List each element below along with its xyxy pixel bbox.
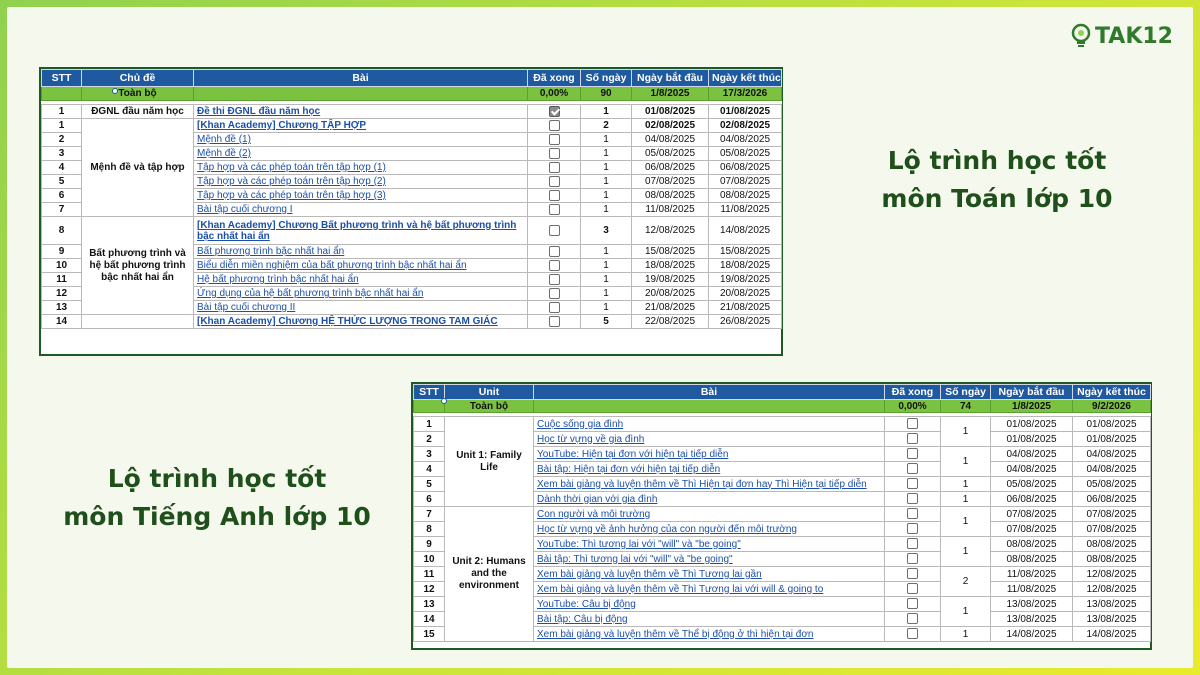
days-cell: 2 (941, 567, 991, 597)
total-days: 74 (941, 400, 991, 413)
days-cell: 5 (581, 315, 632, 329)
lesson-link[interactable]: [Khan Academy] Chương Bất phương trình và hệ bất phương trình bậc nhất hai ẩn (197, 219, 517, 242)
end-date-cell: 15/08/2025 (709, 245, 782, 259)
lesson-link[interactable]: Bài tập: Thì tương lai với "will" và "be going" (537, 553, 733, 565)
start-date-cell: 01/08/2025 (991, 417, 1073, 432)
done-cell (528, 273, 581, 287)
end-date-cell: 02/08/2025 (709, 119, 782, 133)
stt-cell: 11 (414, 567, 445, 582)
start-date-cell: 13/08/2025 (991, 597, 1073, 612)
lesson-link[interactable]: YouTube: Hiện tại đơn với hiện tại tiếp diễn (537, 448, 729, 460)
lesson-link[interactable]: Ứng dụng của hệ bất phương trình bậc nhất hai ẩn (197, 288, 424, 299)
done-checkbox[interactable] (549, 120, 560, 131)
stt-cell: 2 (42, 133, 82, 147)
done-cell (885, 597, 941, 612)
start-date-cell: 07/08/2025 (632, 175, 709, 189)
end-date-cell: 26/08/2025 (709, 315, 782, 329)
done-cell (885, 477, 941, 492)
lesson-link[interactable]: Đề thi ĐGNL đầu năm học (197, 106, 321, 117)
cell-anchor-dot (441, 398, 447, 404)
done-checkbox[interactable] (907, 478, 918, 489)
total-label: Toàn bộ (82, 87, 194, 101)
done-checkbox[interactable] (549, 225, 560, 236)
stt-cell: 14 (42, 315, 82, 329)
days-cell: 1 (941, 507, 991, 537)
total-start: 1/8/2025 (632, 87, 709, 101)
end-date-cell: 06/08/2025 (709, 161, 782, 175)
done-cell (528, 119, 581, 133)
done-cell (885, 537, 941, 552)
total-start: 1/8/2025 (991, 400, 1073, 413)
brand-logo (1070, 23, 1173, 49)
end-date-cell: 11/08/2025 (709, 203, 782, 217)
stt-cell: 1 (414, 417, 445, 432)
start-date-cell: 13/08/2025 (991, 612, 1073, 627)
stt-cell: 7 (414, 507, 445, 522)
start-date-cell: 08/08/2025 (991, 552, 1073, 567)
days-cell: 2 (581, 119, 632, 133)
start-date-cell: 04/08/2025 (632, 133, 709, 147)
start-date-cell: 01/08/2025 (632, 105, 709, 119)
done-checkbox[interactable] (549, 134, 560, 145)
lesson-cell (194, 105, 528, 119)
done-cell (528, 203, 581, 217)
col-header-days[interactable]: Số ngày (941, 385, 991, 400)
done-cell (885, 582, 941, 597)
slide-canvas (7, 7, 1193, 668)
stt-cell: 11 (42, 273, 82, 287)
col-header-start[interactable]: Ngày bắt đầu (632, 70, 709, 87)
done-cell (528, 315, 581, 329)
start-date-cell: 21/08/2025 (632, 301, 709, 315)
days-cell: 1 (581, 175, 632, 189)
lesson-cell (534, 477, 885, 492)
done-checkbox[interactable] (549, 246, 560, 257)
total-done: 0,00% (885, 400, 941, 413)
end-date-cell: 14/08/2025 (1073, 627, 1151, 642)
col-header-done[interactable]: Đã xong (528, 70, 581, 87)
done-checkbox[interactable] (549, 260, 560, 271)
start-date-cell: 18/08/2025 (632, 259, 709, 273)
lesson-cell (194, 315, 528, 329)
lesson-cell (534, 432, 885, 447)
done-cell (528, 147, 581, 161)
end-date-cell: 05/08/2025 (709, 147, 782, 161)
brand-name: TAK12 (1095, 23, 1173, 49)
start-date-cell: 06/08/2025 (991, 492, 1073, 507)
days-cell: 1 (581, 273, 632, 287)
start-date-cell: 08/08/2025 (632, 189, 709, 203)
stt-cell: 10 (414, 552, 445, 567)
end-date-cell: 18/08/2025 (709, 259, 782, 273)
stt-cell: 4 (414, 462, 445, 477)
days-cell: 1 (581, 105, 632, 119)
lesson-link[interactable]: [Khan Academy] Chương TẬP HỢP (197, 120, 367, 131)
lesson-link[interactable]: Xem bài giảng và luyện thêm về Thì Tương lai gần (537, 568, 762, 580)
lesson-cell (194, 175, 528, 189)
stt-cell: 2 (414, 432, 445, 447)
done-cell (885, 417, 941, 432)
math-schedule-table (41, 69, 782, 329)
lesson-cell (534, 417, 885, 432)
done-cell (885, 627, 941, 642)
done-checkbox[interactable] (907, 628, 918, 639)
done-cell (885, 522, 941, 537)
done-checkbox[interactable] (907, 463, 918, 474)
total-days: 90 (581, 87, 632, 101)
start-date-cell: 01/08/2025 (991, 432, 1073, 447)
days-cell: 3 (581, 217, 632, 245)
stt-cell: 7 (42, 203, 82, 217)
end-date-cell: 01/08/2025 (1073, 432, 1151, 447)
lesson-cell (194, 119, 528, 133)
english-heading-line-1: Lộ trình học tốt (107, 464, 327, 493)
done-checkbox[interactable] (549, 316, 560, 327)
end-date-cell: 14/08/2025 (709, 217, 782, 245)
end-date-cell: 01/08/2025 (709, 105, 782, 119)
lesson-link[interactable]: Con người và môi trường (537, 508, 651, 520)
topic-cell: Mệnh đề và tập hợp (82, 119, 194, 217)
stt-cell: 10 (42, 259, 82, 273)
total-row (42, 87, 782, 101)
stt-cell: 15 (414, 627, 445, 642)
total-row (414, 400, 1151, 413)
days-cell: 1 (941, 627, 991, 642)
start-date-cell: 15/08/2025 (632, 245, 709, 259)
end-date-cell: 19/08/2025 (709, 273, 782, 287)
done-cell (885, 612, 941, 627)
days-cell: 1 (581, 301, 632, 315)
col-header-days[interactable]: Số ngày (581, 70, 632, 87)
english-heading (32, 460, 402, 536)
end-date-cell: 07/08/2025 (1073, 522, 1151, 537)
lesson-link[interactable]: Bài tập cuối chương I (197, 204, 293, 215)
done-checkbox[interactable] (907, 493, 918, 504)
lesson-link[interactable]: Biểu diễn miền nghiệm của bất phương trình bậc nhất hai ẩn (197, 260, 467, 271)
lesson-cell (194, 217, 528, 245)
done-checkbox[interactable] (907, 613, 918, 624)
days-cell: 1 (941, 477, 991, 492)
lesson-link[interactable]: Hệ bất phương trình bậc nhất hai ẩn (197, 274, 359, 285)
start-date-cell: 07/08/2025 (991, 522, 1073, 537)
start-date-cell: 08/08/2025 (991, 537, 1073, 552)
lesson-cell (194, 301, 528, 315)
lesson-cell (194, 287, 528, 301)
lesson-link[interactable]: Xem bài giảng và luyện thêm về Thì Tương lai với will & going to (537, 583, 824, 595)
done-cell (528, 105, 581, 119)
lesson-cell (534, 462, 885, 477)
days-cell: 1 (581, 203, 632, 217)
done-cell (528, 175, 581, 189)
table-row (42, 119, 782, 133)
lesson-cell (194, 203, 528, 217)
table-row (414, 417, 1151, 432)
col-header-end[interactable]: Ngày kết thúc (1073, 385, 1151, 400)
stt-cell: 12 (414, 582, 445, 597)
end-date-cell: 04/08/2025 (709, 133, 782, 147)
done-cell (528, 133, 581, 147)
done-cell (885, 567, 941, 582)
stt-cell: 6 (42, 189, 82, 203)
col-header-end[interactable]: Ngày kết thúc (709, 70, 782, 87)
math-heading (847, 142, 1147, 218)
lesson-cell (194, 161, 528, 175)
end-date-cell: 06/08/2025 (1073, 492, 1151, 507)
lesson-cell (534, 507, 885, 522)
start-date-cell: 12/08/2025 (632, 217, 709, 245)
done-checkbox[interactable] (907, 583, 918, 594)
days-cell: 1 (581, 259, 632, 273)
lesson-cell (534, 612, 885, 627)
col-header-lesson[interactable]: Bài (534, 385, 885, 400)
lesson-link[interactable]: Bài tập cuối chương II (197, 302, 296, 313)
done-checkbox[interactable] (549, 176, 560, 187)
end-date-cell: 13/08/2025 (1073, 612, 1151, 627)
stt-cell: 8 (414, 522, 445, 537)
done-checkbox[interactable] (549, 274, 560, 285)
english-heading-line-2: môn Tiếng Anh lớp 10 (63, 502, 371, 531)
stt-cell: 4 (42, 161, 82, 175)
end-date-cell: 01/08/2025 (1073, 417, 1151, 432)
total-end: 9/2/2026 (1073, 400, 1151, 413)
done-cell (885, 507, 941, 522)
start-date-cell: 20/08/2025 (632, 287, 709, 301)
done-cell (885, 432, 941, 447)
end-date-cell: 12/08/2025 (1073, 567, 1151, 582)
start-date-cell: 19/08/2025 (632, 273, 709, 287)
done-cell (885, 447, 941, 462)
lesson-link[interactable]: Học từ vựng về ảnh hưởng của con người đến môi trường (537, 523, 797, 535)
done-checkbox[interactable] (549, 162, 560, 173)
lesson-link[interactable]: [Khan Academy] Chương HỆ THỨC LƯỢNG TRONG TAM GIÁC (197, 316, 498, 327)
start-date-cell: 02/08/2025 (632, 119, 709, 133)
end-date-cell: 21/08/2025 (709, 301, 782, 315)
done-checkbox[interactable] (907, 433, 918, 444)
lesson-link[interactable]: Tập hợp và các phép toán trên tập hợp (1) (197, 162, 386, 173)
days-cell: 1 (581, 189, 632, 203)
days-cell: 1 (581, 133, 632, 147)
lesson-cell (534, 552, 885, 567)
start-date-cell: 05/08/2025 (632, 147, 709, 161)
lesson-cell (194, 147, 528, 161)
col-header-topic[interactable]: Chủ đề (82, 70, 194, 87)
lesson-link[interactable]: Xem bài giảng và luyện thêm về Thì Hiện tại đơn hay Thì Hiện tại tiếp diễn (537, 478, 867, 490)
stt-cell: 1 (42, 119, 82, 133)
days-cell: 1 (941, 597, 991, 627)
done-checkbox[interactable] (549, 204, 560, 215)
lesson-link[interactable]: Bất phương trình bậc nhất hai ẩn (197, 246, 345, 257)
done-cell (528, 189, 581, 203)
stt-cell: 1 (42, 105, 82, 119)
done-cell (885, 552, 941, 567)
lesson-cell (534, 537, 885, 552)
stt-cell: 5 (42, 175, 82, 189)
lesson-link[interactable]: Mệnh đề (2) (197, 148, 251, 159)
table-row (42, 315, 782, 329)
end-date-cell: 08/08/2025 (1073, 552, 1151, 567)
days-cell: 1 (581, 245, 632, 259)
total-done: 0,00% (528, 87, 581, 101)
start-date-cell: 11/08/2025 (991, 567, 1073, 582)
days-cell: 1 (581, 161, 632, 175)
done-cell (885, 462, 941, 477)
start-date-cell: 07/08/2025 (991, 507, 1073, 522)
lesson-link[interactable]: Tập hợp và các phép toán trên tập hợp (2) (197, 176, 386, 187)
done-cell (885, 492, 941, 507)
start-date-cell: 11/08/2025 (991, 582, 1073, 597)
stt-cell: 12 (42, 287, 82, 301)
col-header-done[interactable]: Đã xong (885, 385, 941, 400)
end-date-cell: 07/08/2025 (1073, 507, 1151, 522)
done-cell (528, 217, 581, 245)
lesson-link[interactable]: Bài tập: Câu bị động (537, 613, 628, 625)
math-heading-line-1: Lộ trình học tốt (887, 146, 1107, 175)
lesson-cell (194, 133, 528, 147)
done-cell (528, 245, 581, 259)
table-row (414, 507, 1151, 522)
days-cell: 1 (941, 492, 991, 507)
lesson-link[interactable]: Cuộc sống gia đình (537, 418, 624, 430)
stt-cell: 6 (414, 492, 445, 507)
lesson-cell (534, 447, 885, 462)
lesson-link[interactable]: Tập hợp và các phép toán trên tập hợp (3) (197, 190, 386, 201)
topic-cell: Bất phương trình và hệ bất phương trình bậc nhất hai ẩn (82, 217, 194, 315)
days-cell: 1 (941, 537, 991, 567)
end-date-cell: 08/08/2025 (1073, 537, 1151, 552)
lesson-cell (534, 597, 885, 612)
col-header-lesson[interactable]: Bài (194, 70, 528, 87)
lesson-cell (194, 189, 528, 203)
days-cell: 1 (581, 287, 632, 301)
lesson-cell (534, 492, 885, 507)
end-date-cell: 08/08/2025 (709, 189, 782, 203)
lightbulb-icon (1070, 23, 1092, 49)
lesson-cell (194, 245, 528, 259)
done-checkbox[interactable] (549, 148, 560, 159)
topic-cell (82, 315, 194, 329)
table-row (42, 105, 782, 119)
topic-cell: ĐGNL đầu năm học (82, 105, 194, 119)
col-header-stt[interactable]: STT (414, 385, 445, 400)
start-date-cell: 14/08/2025 (991, 627, 1073, 642)
stt-cell: 3 (42, 147, 82, 161)
col-header-unit[interactable]: Unit (445, 385, 534, 400)
col-header-start[interactable]: Ngày bắt đầu (991, 385, 1073, 400)
lesson-cell (534, 582, 885, 597)
start-date-cell: 06/08/2025 (632, 161, 709, 175)
end-date-cell: 05/08/2025 (1073, 477, 1151, 492)
days-cell: 1 (941, 417, 991, 447)
done-checkbox[interactable] (907, 553, 918, 564)
stt-cell: 14 (414, 612, 445, 627)
lesson-link[interactable]: Bài tập: Hiện tại đơn với hiện tại tiếp diễn (537, 463, 721, 475)
start-date-cell: 11/08/2025 (632, 203, 709, 217)
lesson-link[interactable]: Dành thời gian với gia đình (537, 493, 658, 505)
lesson-cell (534, 627, 885, 642)
lesson-link[interactable]: Xem bài giảng và luyện thêm về Thể bị động ở thì hiện tại đơn (537, 628, 814, 640)
total-label: Toàn bộ (445, 400, 534, 413)
unit-cell: Unit 1: Family Life (445, 417, 534, 507)
english-schedule-table (413, 384, 1151, 642)
end-date-cell: 04/08/2025 (1073, 462, 1151, 477)
done-checkbox[interactable] (907, 598, 918, 609)
done-checkbox[interactable] (907, 508, 918, 519)
done-cell (528, 287, 581, 301)
lesson-link[interactable]: YouTube: Câu bị động (537, 598, 636, 610)
done-checkbox[interactable] (549, 302, 560, 313)
stt-cell: 3 (414, 447, 445, 462)
start-date-cell: 22/08/2025 (632, 315, 709, 329)
lesson-link[interactable]: Mệnh đề (1) (197, 134, 251, 145)
lesson-cell (194, 259, 528, 273)
stt-cell: 9 (414, 537, 445, 552)
done-cell (528, 161, 581, 175)
days-cell: 1 (941, 447, 991, 477)
total-end: 17/3/2026 (709, 87, 782, 101)
stt-cell: 13 (42, 301, 82, 315)
done-checkbox[interactable] (549, 106, 560, 117)
done-checkbox[interactable] (907, 418, 918, 429)
lesson-cell (194, 273, 528, 287)
start-date-cell: 05/08/2025 (991, 477, 1073, 492)
unit-cell: Unit 2: Humans and the environment (445, 507, 534, 642)
stt-cell: 9 (42, 245, 82, 259)
done-checkbox[interactable] (907, 448, 918, 459)
end-date-cell: 07/08/2025 (709, 175, 782, 189)
col-header-stt[interactable]: STT (42, 70, 82, 87)
end-date-cell: 04/08/2025 (1073, 447, 1151, 462)
lesson-link[interactable]: YouTube: Thì tương lai với "will" và "be going" (537, 538, 741, 550)
start-date-cell: 04/08/2025 (991, 462, 1073, 477)
stt-cell: 13 (414, 597, 445, 612)
cell-anchor-dot (112, 88, 118, 94)
lesson-cell (534, 567, 885, 582)
english-schedule-sheet (411, 382, 1152, 650)
days-cell: 1 (581, 147, 632, 161)
done-checkbox[interactable] (907, 523, 918, 534)
stt-cell: 8 (42, 217, 82, 245)
done-checkbox[interactable] (549, 288, 560, 299)
done-cell (528, 301, 581, 315)
stt-cell: 5 (414, 477, 445, 492)
end-date-cell: 20/08/2025 (709, 287, 782, 301)
end-date-cell: 12/08/2025 (1073, 582, 1151, 597)
end-date-cell: 13/08/2025 (1073, 597, 1151, 612)
table-row (42, 217, 782, 245)
done-checkbox[interactable] (549, 190, 560, 201)
done-cell (528, 259, 581, 273)
math-schedule-sheet (39, 67, 783, 356)
lesson-link[interactable]: Học từ vựng về gia đình (537, 433, 645, 445)
done-checkbox[interactable] (907, 538, 918, 549)
lesson-cell (534, 522, 885, 537)
done-checkbox[interactable] (907, 568, 918, 579)
start-date-cell: 04/08/2025 (991, 447, 1073, 462)
math-heading-line-2: môn Toán lớp 10 (881, 184, 1113, 213)
